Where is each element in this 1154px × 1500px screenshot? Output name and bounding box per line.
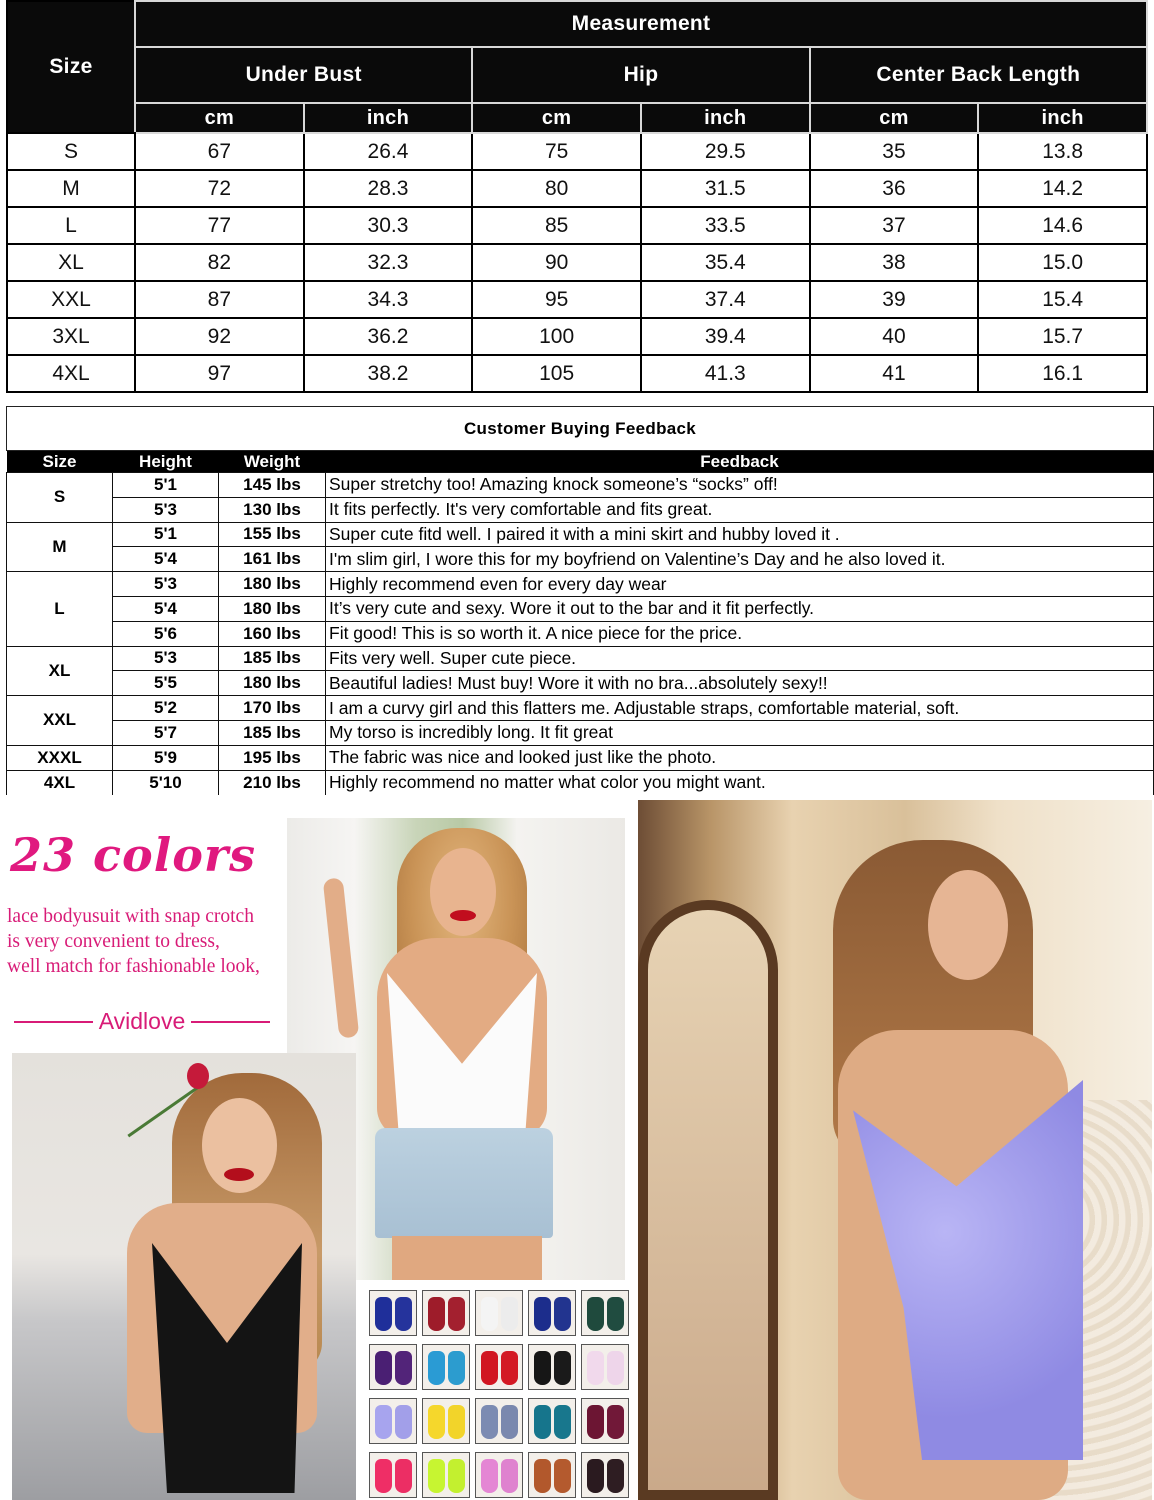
unit-header: inch xyxy=(641,103,810,133)
value-cell: 36 xyxy=(810,170,979,207)
height-cell: 5'4 xyxy=(113,547,219,572)
value-cell: 37 xyxy=(810,207,979,244)
size-cell: L xyxy=(7,572,113,646)
value-cell: 33.5 xyxy=(641,207,810,244)
value-cell: 105 xyxy=(472,355,641,392)
color-swatch xyxy=(422,1398,470,1444)
value-cell: 13.8 xyxy=(978,133,1147,170)
size-cell: S xyxy=(7,473,113,523)
value-cell: 87 xyxy=(135,281,304,318)
color-swatch xyxy=(475,1344,523,1390)
table-row xyxy=(7,281,1147,318)
feedback-row xyxy=(7,596,1154,621)
value-cell: 15.7 xyxy=(978,318,1147,355)
feedback-cell: Beautiful ladies! Must buy! Wore it with no bra...absolutely sexy!! xyxy=(326,671,1154,696)
size-cell: XL xyxy=(7,646,113,696)
value-cell: 30.3 xyxy=(304,207,473,244)
color-swatch xyxy=(581,1290,629,1336)
brand-name: Avidlove xyxy=(98,1008,186,1034)
weight-cell: 160 lbs xyxy=(219,621,326,646)
height-cell: 5'3 xyxy=(113,572,219,597)
value-cell: 67 xyxy=(135,133,304,170)
value-cell: 80 xyxy=(472,170,641,207)
colors-headline: 23 colors xyxy=(10,828,257,882)
value-cell: 97 xyxy=(135,355,304,392)
value-cell: 77 xyxy=(135,207,304,244)
value-cell: 15.0 xyxy=(978,244,1147,281)
table-row xyxy=(7,355,1147,392)
divider xyxy=(191,1021,270,1023)
feedback-row xyxy=(7,671,1154,696)
feedback-cell: It’s very cute and sexy. Wore it out to the bar and it fit perfectly. xyxy=(326,596,1154,621)
color-swatch xyxy=(581,1344,629,1390)
color-swatch xyxy=(528,1344,576,1390)
height-cell: 5'1 xyxy=(113,522,219,547)
feedback-cell: Highly recommend even for every day wear xyxy=(326,572,1154,597)
weight-cell: 161 lbs xyxy=(219,547,326,572)
weight-cell: 180 lbs xyxy=(219,671,326,696)
feedback-row xyxy=(7,572,1154,597)
feedback-column-header: Weight xyxy=(219,451,326,473)
table-row xyxy=(7,244,1147,281)
group-header: Center Back Length xyxy=(810,47,1147,103)
divider xyxy=(14,1021,93,1023)
value-cell: 35.4 xyxy=(641,244,810,281)
size-cell: XXL xyxy=(7,696,113,746)
color-swatch xyxy=(475,1452,523,1498)
feedback-column-header: Height xyxy=(113,451,219,473)
value-cell: 95 xyxy=(472,281,641,318)
size-cell: S xyxy=(7,133,135,170)
size-cell: M xyxy=(7,170,135,207)
measurement-table xyxy=(6,0,1148,393)
photo-black-bodysuit xyxy=(12,1053,356,1500)
table-row xyxy=(7,133,1147,170)
feedback-row xyxy=(7,745,1154,770)
feedback-row xyxy=(7,473,1154,498)
height-cell: 5'3 xyxy=(113,497,219,522)
color-swatch xyxy=(475,1290,523,1336)
size-cell: 3XL xyxy=(7,318,135,355)
weight-cell: 210 lbs xyxy=(219,770,326,795)
size-cell: L xyxy=(7,207,135,244)
weight-cell: 180 lbs xyxy=(219,572,326,597)
color-swatch xyxy=(581,1452,629,1498)
value-cell: 32.3 xyxy=(304,244,473,281)
feedback-row xyxy=(7,547,1154,572)
size-cell: XXL xyxy=(7,281,135,318)
unit-header: cm xyxy=(472,103,641,133)
weight-cell: 170 lbs xyxy=(219,696,326,721)
value-cell: 37.4 xyxy=(641,281,810,318)
value-cell: 26.4 xyxy=(304,133,473,170)
table-row xyxy=(7,207,1147,244)
color-swatch xyxy=(422,1290,470,1336)
value-cell: 39 xyxy=(810,281,979,318)
feedback-cell: Fit good! This is so worth it. A nice piece for the price. xyxy=(326,621,1154,646)
height-cell: 5'3 xyxy=(113,646,219,671)
unit-header: inch xyxy=(978,103,1147,133)
value-cell: 41 xyxy=(810,355,979,392)
promo-line-3: well match for fashionable look, xyxy=(7,956,260,977)
group-header: Hip xyxy=(472,47,809,103)
size-cell: XXXL xyxy=(7,745,113,770)
feedback-cell: It fits perfectly. It's very comfortable and fits great. xyxy=(326,497,1154,522)
height-cell: 5'2 xyxy=(113,696,219,721)
color-swatch xyxy=(369,1452,417,1498)
size-cell: M xyxy=(7,522,113,572)
promo-text-panel xyxy=(0,800,285,1045)
height-cell: 5'5 xyxy=(113,671,219,696)
weight-cell: 180 lbs xyxy=(219,596,326,621)
feedback-row xyxy=(7,696,1154,721)
value-cell: 14.2 xyxy=(978,170,1147,207)
color-swatch-grid xyxy=(366,1290,628,1500)
value-cell: 31.5 xyxy=(641,170,810,207)
color-swatch xyxy=(369,1290,417,1336)
color-swatch xyxy=(475,1398,523,1444)
value-cell: 90 xyxy=(472,244,641,281)
table-row xyxy=(7,170,1147,207)
feedback-cell: Highly recommend no matter what color you might want. xyxy=(326,770,1154,795)
value-cell: 35 xyxy=(810,133,979,170)
value-cell: 29.5 xyxy=(641,133,810,170)
table-row xyxy=(7,318,1147,355)
color-swatch xyxy=(422,1344,470,1390)
unit-header: inch xyxy=(304,103,473,133)
promo-line-1: lace bodyusuit with snap crotch xyxy=(7,906,254,927)
color-swatch xyxy=(528,1452,576,1498)
feedback-cell: Fits very well. Super cute piece. xyxy=(326,646,1154,671)
feedback-row xyxy=(7,522,1154,547)
value-cell: 38 xyxy=(810,244,979,281)
feedback-row xyxy=(7,621,1154,646)
feedback-cell: Super cute fitd well. I paired it with a mini skirt and hubby loved it . xyxy=(326,522,1154,547)
height-cell: 5'6 xyxy=(113,621,219,646)
feedback-cell: I am a curvy girl and this flatters me. Adjustable straps, comfortable material, soft. xyxy=(326,696,1154,721)
rose-icon xyxy=(187,1063,209,1089)
value-cell: 36.2 xyxy=(304,318,473,355)
value-cell: 82 xyxy=(135,244,304,281)
color-swatch xyxy=(528,1398,576,1444)
unit-header: cm xyxy=(810,103,979,133)
value-cell: 92 xyxy=(135,318,304,355)
photo-purple-bodysuit xyxy=(638,800,1152,1500)
value-cell: 34.3 xyxy=(304,281,473,318)
weight-cell: 185 lbs xyxy=(219,720,326,745)
feedback-cell: I'm slim girl, I wore this for my boyfriend on Valentine’s Day and he also loved it. xyxy=(326,547,1154,572)
weight-cell: 155 lbs xyxy=(219,522,326,547)
brand-logo xyxy=(14,1008,270,1035)
measurement-title: Measurement xyxy=(135,1,1147,47)
value-cell: 14.6 xyxy=(978,207,1147,244)
value-cell: 72 xyxy=(135,170,304,207)
color-swatch xyxy=(369,1398,417,1444)
group-header: Under Bust xyxy=(135,47,472,103)
value-cell: 41.3 xyxy=(641,355,810,392)
color-swatch xyxy=(581,1398,629,1444)
feedback-column-header: Size xyxy=(7,451,113,473)
value-cell: 85 xyxy=(472,207,641,244)
size-cell: XL xyxy=(7,244,135,281)
feedback-column-header: Feedback xyxy=(326,451,1154,473)
value-cell: 28.3 xyxy=(304,170,473,207)
height-cell: 5'10 xyxy=(113,770,219,795)
feedback-cell: My torso is incredibly long. It fit great xyxy=(326,720,1154,745)
value-cell: 39.4 xyxy=(641,318,810,355)
height-cell: 5'1 xyxy=(113,473,219,498)
color-swatch xyxy=(369,1344,417,1390)
feedback-row xyxy=(7,770,1154,795)
value-cell: 75 xyxy=(472,133,641,170)
feedback-table xyxy=(6,406,1154,795)
feedback-title: Customer Buying Feedback xyxy=(7,407,1154,451)
height-cell: 5'7 xyxy=(113,720,219,745)
feedback-cell: Super stretchy too! Amazing knock someone’s “socks” off! xyxy=(326,473,1154,498)
feedback-cell: The fabric was nice and looked just like the photo. xyxy=(326,745,1154,770)
feedback-row xyxy=(7,720,1154,745)
weight-cell: 130 lbs xyxy=(219,497,326,522)
size-header: Size xyxy=(7,1,135,133)
height-cell: 5'9 xyxy=(113,745,219,770)
value-cell: 15.4 xyxy=(978,281,1147,318)
height-cell: 5'4 xyxy=(113,596,219,621)
weight-cell: 195 lbs xyxy=(219,745,326,770)
unit-header: cm xyxy=(135,103,304,133)
value-cell: 100 xyxy=(472,318,641,355)
weight-cell: 145 lbs xyxy=(219,473,326,498)
weight-cell: 185 lbs xyxy=(219,646,326,671)
feedback-row xyxy=(7,497,1154,522)
value-cell: 38.2 xyxy=(304,355,473,392)
color-swatch xyxy=(528,1290,576,1336)
value-cell: 40 xyxy=(810,318,979,355)
size-cell: 4XL xyxy=(7,355,135,392)
feedback-row xyxy=(7,646,1154,671)
color-swatch xyxy=(422,1452,470,1498)
value-cell: 16.1 xyxy=(978,355,1147,392)
size-cell: 4XL xyxy=(7,770,113,795)
mirror xyxy=(638,900,778,1500)
promo-line-2: is very convenient to dress, xyxy=(7,931,220,952)
